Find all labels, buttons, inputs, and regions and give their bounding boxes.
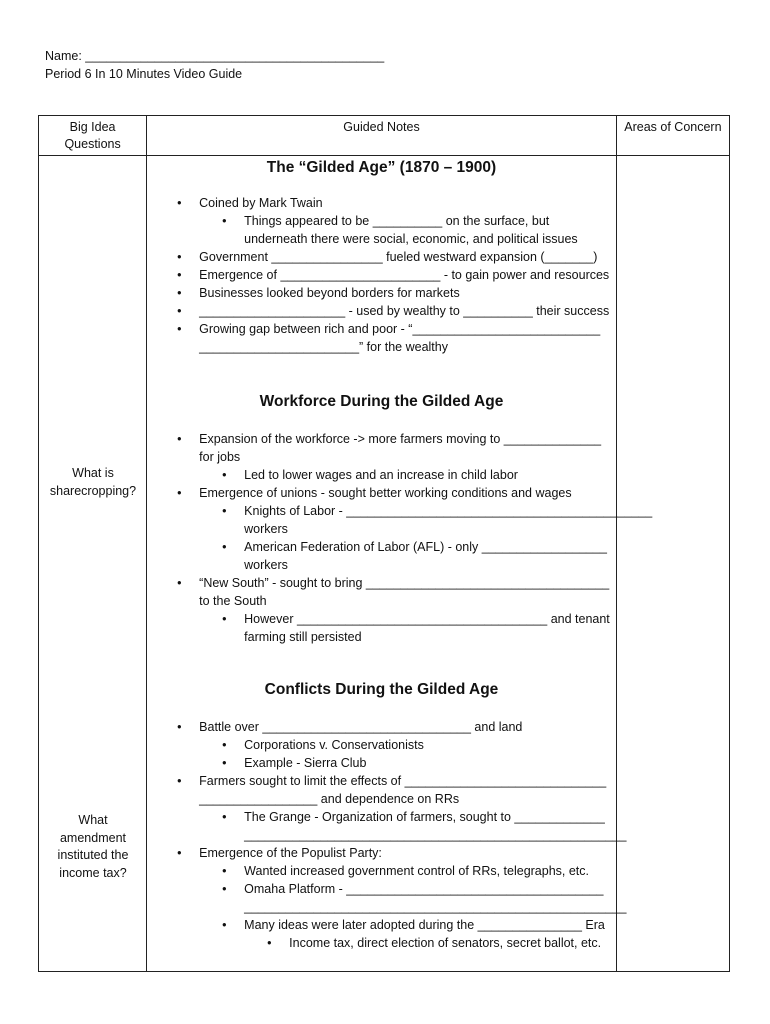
section-title-conflicts: Conflicts During the Gilded Age <box>264 681 499 698</box>
note-line: • Things appeared to be __________ on the surface, but <box>244 212 549 230</box>
question-income-tax: What amendment instituted the income tax? <box>57 813 129 880</box>
note-line: • Emergence of the Populist Party: <box>199 844 382 862</box>
note-line: _________________ and dependence on RRs <box>199 792 460 806</box>
header-guided-notes-label: Guided Notes <box>343 120 420 134</box>
question-sharecropping: What is sharecropping? <box>49 466 137 498</box>
header-concern-label: Areas of Concern <box>624 120 722 134</box>
big-idea-container <box>39 156 146 971</box>
note-line: • Emergence of unions - sought better working conditions and wages <box>199 484 571 502</box>
header-areas-of-concern <box>616 116 729 156</box>
name-field-line: Name: ___________________________________________ <box>45 49 385 63</box>
note-line: • Wanted increased government control of RRs, telegraphs, etc. <box>244 862 589 880</box>
note-line: • Businesses looked beyond borders for markets <box>199 284 460 302</box>
note-line: _______________________” for the wealthy <box>199 340 448 354</box>
note-line: • Emergence of _______________________ - to gain power and resources <box>199 266 609 284</box>
note-line: to the South <box>199 594 267 608</box>
header-guided-notes <box>147 116 617 156</box>
note-line: • American Federation of Labor (AFL) - only __________________ <box>244 538 607 556</box>
note-line: • Government ________________ fueled westward expansion (_______) <box>199 248 597 266</box>
section-title-gilded-age: The “Gilded Age” (1870 – 1900) <box>266 159 497 176</box>
note-line: • Corporations v. Conservationists <box>244 736 424 754</box>
note-line: • Led to lower wages and an increase in child labor <box>244 466 518 484</box>
note-line: • The Grange - Organization of farmers, sought to _____________ <box>244 808 605 826</box>
note-line: • Omaha Platform - _____________________________________ <box>244 880 603 898</box>
note-line: • Expansion of the workforce -> more farmers moving to ______________ <box>199 430 601 448</box>
guided-notes-table <box>38 115 730 972</box>
note-line: • Coined by Mark Twain <box>199 194 322 212</box>
note-line: _______________________________________________________ <box>244 828 627 842</box>
note-line: • Knights of Labor - ____________________________________________ <box>244 502 652 520</box>
note-line: • Income tax, direct election of senators, secret ballot, etc. <box>289 934 601 952</box>
note-line: workers <box>244 558 288 572</box>
note-line: for jobs <box>199 450 241 464</box>
note-line: underneath there were social, economic, and political issues <box>244 232 578 246</box>
note-line: _______________________________________________________ <box>244 900 627 914</box>
section-title-workforce: Workforce During the Gilded Age <box>259 393 504 410</box>
header-big-idea-label: Big Idea Questions <box>64 120 121 151</box>
header-big-idea <box>39 116 147 156</box>
note-line: • Farmers sought to limit the effects of _____________________________ <box>199 772 606 790</box>
note-line: • However ____________________________________ and tenant <box>244 610 610 628</box>
note-line: • _____________________ - used by wealthy to __________ their success <box>199 302 609 320</box>
notes-container <box>147 156 653 971</box>
note-line: • Example - Sierra Club <box>244 754 366 772</box>
worksheet-subtitle: Period 6 In 10 Minutes Video Guide <box>45 67 243 81</box>
note-line: farming still persisted <box>244 630 362 644</box>
big-idea-cell <box>39 156 147 972</box>
note-line: • Battle over ______________________________ and land <box>199 718 522 736</box>
note-line: • Many ideas were later adopted during the _______________ Era <box>244 916 605 934</box>
areas-of-concern-cell[interactable] <box>616 156 729 972</box>
note-line: • “New South” - sought to bring ___________________________________ <box>199 574 609 592</box>
guided-notes-cell <box>147 156 653 972</box>
table-body-row <box>39 156 730 972</box>
note-line: • Growing gap between rich and poor - “___________________________ <box>199 320 600 338</box>
table-header-row <box>39 116 730 156</box>
note-line: workers <box>244 522 288 536</box>
